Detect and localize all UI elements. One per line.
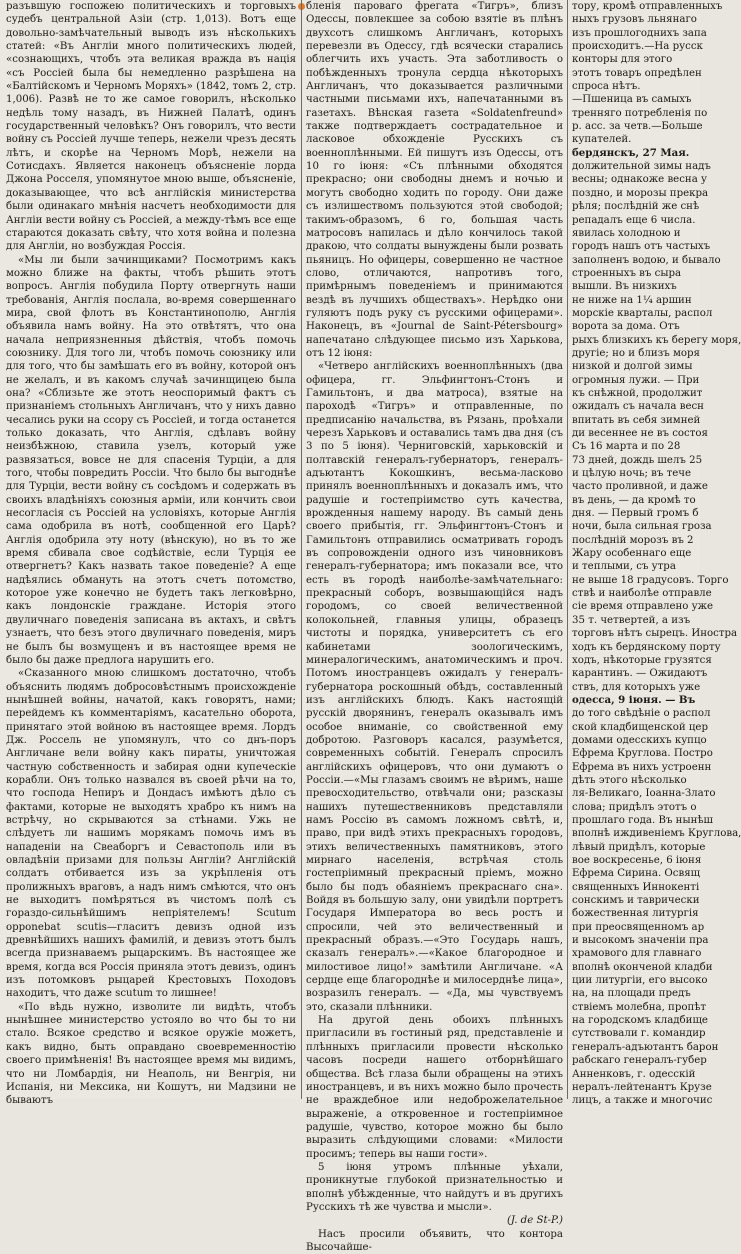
col3-line: р. асс. за четв.—Больше xyxy=(572,121,703,133)
col3-line: послѣдній морозъ въ 2 xyxy=(572,534,694,546)
col3-line: ствѣ и наиболѣе отправле xyxy=(572,588,712,600)
col3-line: ходъ, нѣкоторые грузятся xyxy=(572,654,712,666)
col3-line: другіе; но и близъ моря xyxy=(572,347,700,359)
col3-line: и цѣлую ночь; въ тече xyxy=(572,468,692,480)
col3-line: должительной зимы надъ xyxy=(572,161,711,173)
col3-line: сонскимъ и таврически xyxy=(572,895,700,907)
col3-line: вышли. Въ низкихъ xyxy=(572,281,677,293)
col3-line: къ снѣжной, продолжит xyxy=(572,387,703,399)
col3-line: репадалъ еще 6 числа. xyxy=(572,214,696,226)
col2-paragraph: «Четверо англійскихъ военноплѣнныхъ (два офицера, гг. Эльфингтонъ-Стонъ и Гамильтонъ, и два матроса), взятые на пароходѣ «Тигръ» и отправленные, по предписанію начальства, въ Рязань, проѣхали черезъ Харьковъ и оставались тамъ два дня (съ 3 по 5 іюня). Черниговскій, харьковскій и полтавскій генералъ-губернаторъ, генералъ-адъютантъ Кокошкинъ, весьма-ласково принялъ военноплѣнныхъ и доказалъ имъ, что радушіе и гостепріимство суть качества, врожденныя нашему народу. Въ самый день своего прибытія, гг. Эльфингтонъ-Стонъ и Гамильтонъ отправились осматривать городъ въ сопровожденіи одного изъ чиновниковъ генералъ-губернатора; имъ показали все, что есть въ городѣ наиболѣе-замѣчательнаго: прекрасный соборъ, возвышающійся надъ городомъ, со своей величественной колокольней, главныя улицы, образецъ чистоты и порядка, университетъ съ его кабинетами зоологическимъ, минералогическимъ, анатомическимъ и проч. Потомъ иностранцевъ ожидалъ у генералъ-губернатора роскошный обѣдъ, составленный изъ англійскихъ блюдъ. Какъ настоящій русскій дворянинъ, генералъ оказывалъ имъ особое вниманіе, со свойственной ему добротою. Разговоръ касался, разумѣется, современныхъ событій. Генералъ спросилъ англійскихъ офицеровъ, что они думаютъ о Россіи.—«Мы глазамъ своимъ не вѣримъ, наше превосходительство, отвѣчали они; разсказы нашихъ путешественниковъ представляли намъ Россію въ самомъ ложномъ свѣтѣ, и, право, при видѣ этихъ прекрасныхъ городовъ, этихъ величественныхъ памятниковъ, этого мирнаго населенія, встрѣчая столь гостепріимный прекрасный пріемъ, можно было бы подъ обаяніемъ прекраснаго сна». Войдя въ большую залу, они увидѣли портретъ Государя Императора во весь ростъ и спросили, чей это величественный и прекрасный образъ.—«Это Государь нашъ, сказалъ генералъ».—«Какое благородное и милостивое лицо!» замѣтили Англичане. «А сердце еще благороднѣе и милосерднѣе лица», возразилъ генералъ. — «Да, мы чувствуемъ это, сказали плѣнники. xyxy=(306,361,563,1013)
col3-line: вое воскресенье, 6 іюня xyxy=(572,855,702,866)
col3-line: ции литургіи, его высоко xyxy=(572,975,708,987)
col3-line: ствіемъ молебна, пропѣт xyxy=(572,1001,707,1013)
col3-section-trade xyxy=(572,0,723,147)
col2-paragraph: На другой день обоихъ плѣнныхъ пригласили въ гостиный ряд, представленіе и плѣнныхъ пригласили провести нѣсколько часовъ посреди нашего отборнѣйшаго общества. Всѣ глаза были обращены на этихъ иностранцевъ, и въ нихъ можно было прочесть не враждебное или недоброжелательное выраженіе, а откровенное и гостепріимное радушіе, чувство, которое можно бы было выразить слѣдующими словами: «Милости просимъ; теперь вы наши гости». xyxy=(306,1015,563,1160)
col3-section-berdyansk xyxy=(572,160,741,694)
col3-line: и высокомъ значеніи пра xyxy=(572,935,709,947)
col3-line: Анненковъ, г. одесскій xyxy=(572,1068,696,1080)
col3-line: лицъ, а также и многочис xyxy=(572,1095,713,1107)
col3-line: рѣля; послѣдній же снѣ xyxy=(572,201,700,213)
col3-line: ской кладбищенской цер xyxy=(572,721,708,733)
col3-line: ля-Великаго, Іоанна-Злато xyxy=(572,788,716,800)
col3-line: морскіе кварталы, распол xyxy=(572,307,713,319)
col3-line: ночи, была сильная гроза xyxy=(572,521,712,533)
col3-line: прошлаго года. Въ нынѣш xyxy=(572,814,713,826)
col3-line: сутствовали г. командир xyxy=(572,1028,706,1040)
col3-section-odessa xyxy=(572,707,741,1107)
col3-line: огромныя лужи. — При xyxy=(572,374,700,386)
col2-paragraph: 5 іюня утромъ плѣнные уѣхали, проникнутые глубокой признательностью и вполнѣ убѣжденные, что найдутъ и въ другихъ Русскихъ тѣ же чувства и мысли». xyxy=(306,1161,563,1213)
col3-line: торговъ нѣтъ сырецъ. Иностра xyxy=(572,628,738,640)
col3-line: Ефрема Сирина. Освящ xyxy=(572,868,701,880)
col3-line: Ефрема Круглова. Постро xyxy=(572,748,713,760)
dateline-berdyansk: бердянскъ, 27 Мая. xyxy=(572,146,690,159)
col3-line: строенныхъ въ сыра xyxy=(572,267,682,279)
col3-line: ствъ, для которыхъ уже xyxy=(572,681,701,693)
col3-line: лѣвый придѣлъ, которые xyxy=(572,841,706,853)
col3-line: происходитъ.—На русск xyxy=(572,41,703,53)
col3-line: до того свѣдѣніе о распол xyxy=(572,708,711,720)
col3-line: священныхъ Иннокенті xyxy=(572,881,700,893)
column-1 xyxy=(6,0,296,1107)
col3-line: и теплыми, съ утра xyxy=(572,561,676,573)
col2-paragraph: бленія пароваго фрегата «Тигръ», близъ Одессы, повлекшее за собою взятіе въ плѣнъ двухсотъ слишкомъ Англичанъ, которыхъ перевезли въ Одессу, гдѣ всячески старались облегчить ихъ участь. Эта заботливость о побѣжденныхъ тронула сердца нѣкоторыхъ Англичанъ, что доказывается различными частными письмами ихъ, напечатанными въ газетахъ. Вѣнская газета «Soldatenfreund» также подтверждаетъ сострадательное и ласковое обхожденіе Русскихъ съ военноплѣнными. Ей пишутъ изъ Одессы, отъ 10 го іюня: «Съ плѣнными обходятся прекрасно; они свободны днемъ и ночью и могутъ свободно ходить по городу. Они даже съ излишествомъ пользуются этой свободой; такимъ-образомъ, 6 го, большая часть матросовъ напилась и дѣло кончилось такой дракою, что солдаты вынуждены были розвать пьяницъ. Но офицеры, совершенно не частное слово, отличаются, напротивъ того, примѣрнымъ поведеніемъ и принимаются вездѣ въ лучшихъ обществахъ». Нерѣдко они гуляютъ подъ руку съ русскими офицерами». Наконецъ, въ «Journal de Saint-Pétersbourg» напечатано слѣдующее письмо изъ Харькова, отъ 12 іюня: xyxy=(306,1,563,359)
col3-line: нералъ-лейтенантъ Крузе xyxy=(572,1081,712,1093)
col3-line: въ день, — да кромѣ то xyxy=(572,494,696,506)
signature-line xyxy=(306,1214,563,1227)
column-divider xyxy=(301,0,302,1099)
col3-line: не ниже на 1¼ аршин xyxy=(572,294,692,306)
col3-line: рабскаго генералъ-губер xyxy=(572,1055,707,1067)
dateline-odessa: одесса, 9 іюня. — Въ xyxy=(572,693,696,706)
col3-line: этотъ товаръ опредѣлен xyxy=(572,67,702,79)
col3-line: на городскомъ кладбище xyxy=(572,1015,708,1027)
col3-line: Ефрема въ нихъ устроенн xyxy=(572,761,712,773)
col3-line: низкой и долгой зимы xyxy=(572,361,693,373)
col3-line: божественная литургія xyxy=(572,908,699,920)
col3-line: тору, кромѣ отправленныхъ xyxy=(572,1,723,12)
col3-line: конторы для этого xyxy=(572,54,673,66)
col3-line: поздно, и морозы прекра xyxy=(572,187,709,199)
col3-line: карантинъ. — Ожидаютъ xyxy=(572,668,708,680)
col3-line: генералъ-адъютантъ барон xyxy=(572,1041,719,1053)
col3-line: ди весеннее не въ состоя xyxy=(572,428,708,439)
col3-line: явилась холодною и xyxy=(572,227,681,239)
col3-line: тренняго потребленія по xyxy=(572,107,708,119)
col3-line: вполнѣ оконченой кладби xyxy=(572,961,713,973)
col3-line: дня. — Первый громъ б xyxy=(572,508,699,520)
col3-line: впитать въ себя зимней xyxy=(572,414,701,426)
col3-line: Съ 16 марта и по 28 xyxy=(572,441,681,453)
col1-paragraph: «По вѣдь нужно, изволите ли видѣть, чтобъ нынѣшнее министерство устояло во что бы то ни стало. Всякое средство и всякое оружіе можетъ, какъ видно, быть оправдано своевременностію своего примѣненія! Въ настоящее время мы видимъ, что ни Ломбардія, ни Неаполь, ни Венгрія, ни Испанія, ни Мексика, ни Кошутъ, ни Мадзини не бываютъ xyxy=(6,1001,296,1107)
col3-line: —Пшеница въ самыхъ xyxy=(572,94,692,106)
signature: (J. de St-P.) xyxy=(506,1215,563,1227)
col3-line: храмового для главнаго xyxy=(572,948,702,960)
col3-line: рыхъ близкихъ къ берегу моря, xyxy=(572,334,741,346)
col3-line: ворота за дома. Отъ xyxy=(572,321,680,333)
col3-line: Жару особеннаго еще xyxy=(572,548,692,560)
col3-line: ходъ къ бердянскому порту xyxy=(572,641,721,653)
col3-line: купателей. xyxy=(572,134,632,146)
col3-line: на, на площади предъ xyxy=(572,988,691,1000)
column-3 xyxy=(572,0,741,1107)
col3-line: слова; придѣлъ этотъ о xyxy=(572,801,697,813)
col3-line: городъ нашъ отъ частыхъ xyxy=(572,241,711,253)
col1-paragraph: разъвшую госпожею политическихъ и торговыхъ судебъ центральной Азіи (стр. 1,013). Вотъ еще довольно-замѣчательный выводъ изъ нѣсколькихъ статей: «Въ Англіи много политическихъ людей, «сознающихъ, чтобъ эта великая вражда въ нація «съ Россіей была бы немедленно разрѣшена на «Балтійскомъ и Черномъ Моряхъ» (1842, томъ 2, стр. 1,006). Развѣ не то же самое говорилъ, нѣсколько недѣль тому назадъ, въ Нижней Палатѣ, одинъ государственный человѣкъ? Онъ говорилъ, что вести войну съ Россіей лучше теперь, нежели чрезъ десять лѣтъ, и скорѣе на Черномъ Морѣ, нежели на Сотисдахъ. Является наконецъ объясненіе лорда Джона Росселя, упомянутое мною выше, объясненіе, доказывающее, что всѣ англійскія министерства были одинакаго мнѣнія насчетъ необходимости для Англіи вести войну съ Россіей, а между-тѣмъ все еще стараются доказать свѣту, что хотя война и полезна для Англіи, но возбуждая Россія. xyxy=(6,1,296,253)
col2-trailing-line: Насъ просили объявить, что контора Высочайше- xyxy=(306,1228,563,1253)
col3-line: домами одесскихъ купцо xyxy=(572,734,707,746)
col1-paragraph: «Сказанного мною слишкомъ достаточно, чтобъ объяснить людямъ добросовѣстнымъ происхожденіе нынѣшней войны, начатой, какъ говорятъ, нами; перейдемъ къ комментаріямъ, касательно оборота, принятаго этой войною въ настоящее время. Лордъ Дж. Россель не упомянулъ, что со днъ-поръ Англичане вели войну какъ пираты, уничтожая частную собственность и забирая одни купеческіе корабли. Онъ только назвался въ своей рѣчи на то, что господа Непиръ и Дондасъ имѣютъ дѣло съ фактами, которые не выходятъ храбро къ нимъ на встрѣчу, но скрываются за стѣнами. Ужь не слѣдуетъ ли нашимъ морякамъ помочь имъ въ нападеніи на Свеаборгъ и Севастополь или въ овладѣніи призами для пользы Англіи? Англійскій солдатъ отбивается изъ за укрѣпленія отъ пролижныхъ враговъ, а надъ нимъ смѣются, что онъ не выходитъ помѣряться въ чистомъ полѣ съ гораздо-сильнѣйшимъ непріятелемъ! Scutum opponebat scutis—гласитъ девизъ одной изъ древнѣйшихъ нашихъ фамилій, и девизъ этотъ былъ всегда признаваемъ рыцарскимъ. Въ настоящее же время, когда вся Россія приняла этотъ девизъ, одинъ изъ потомковъ рыцарей Крестовыхъ Походовъ находитъ, что даже scutum то лишнее! xyxy=(6,668,296,1000)
col3-line: ныхъ грузовъ льнянаго xyxy=(572,14,697,26)
column-divider xyxy=(567,0,568,1099)
col3-line: ожидалъ съ начала весн xyxy=(572,401,704,413)
col3-line: спроса нѣтъ. xyxy=(572,81,641,93)
col3-line: сіе время отправлено уже xyxy=(572,601,714,613)
col1-paragraph: «Мы ли были зачинщиками? Посмотримъ какъ можно ближе на факты, чтобъ рѣшить этотъ вопросъ. Англія побудила Порту отвергнуть наши требованія, Англія послала, во-время совершеннаго мира, свой флотъ въ Константинополю, Англія объявила намъ войну. На это отвѣтятъ, что она начала неприязненныя дѣйствія, чтобъ помочь союзнику. Для того ли, чтобъ помочь союзнику или для того, что бы замѣшать его въ войну, которой онъ не желалъ, и въ какомъ случаѣ зачинщицею была она? «Сблизьте же этотъ неоспоримый фактъ съ признаніемъ стольныхъ Англичанъ, что у нихъ давно чесались руки на ссору съ Россіей, и тогда останется только доказать, что Англія, сдѣлавъ войну неизбѣжною, ставила узелъ, который уже развязаться, вовсе не для спасенія Турціи, а для того, чтобы повредить Россіи. Что было бы выгоднѣе для Турціи, вести войну съ сосѣдомъ и содержать въ своихъ владѣніяхъ союзныя арміи, или кончить свои несогласія съ Россіей на условіяхъ, которые Англія сама одобрила въ нотѣ, сообщенной его Царѣ? Англія одобрила эту ноту (вѣнскую), но въ то же время сбивала свое содѣйствіе, если Турція ее отвергнетъ? Какъ назвать такое поведеніе? А еще надѣялись обмануть на этотъ счетъ потомство, которое уже конечно не будетъ такъ легковѣрно, какъ лондонскіе граждане. Исторія этого двуличнаго поведенія записана въ актахъ, и свѣтъ узнаетъ, что безъ этого двуличнаго поведенія, миръ не былъ бы возмущенъ и въ настоящее время не было бы даже предлога нарушить его. xyxy=(6,254,296,666)
col3-line: часто проливной, и даже xyxy=(572,481,708,493)
column-2 xyxy=(306,0,563,1253)
col3-line: вполнѣ иждивеніемъ Круглова, xyxy=(572,828,741,840)
col3-line: изъ прошлогоднихъ запа xyxy=(572,27,707,39)
col3-line: при преосвященномъ ар xyxy=(572,921,705,933)
col3-line: дѣть этого нѣсколько xyxy=(572,774,687,786)
col3-line: 35 т. четвертей, а изъ xyxy=(572,614,691,626)
col3-line: 73 дней, дождь шелъ 25 xyxy=(572,454,703,466)
col3-line: заполненъ водою, и бывало xyxy=(572,254,721,266)
col3-line: не выше 18 градусовъ. Торго xyxy=(572,574,729,586)
col3-line: весны; однакоже весна у xyxy=(572,174,708,186)
